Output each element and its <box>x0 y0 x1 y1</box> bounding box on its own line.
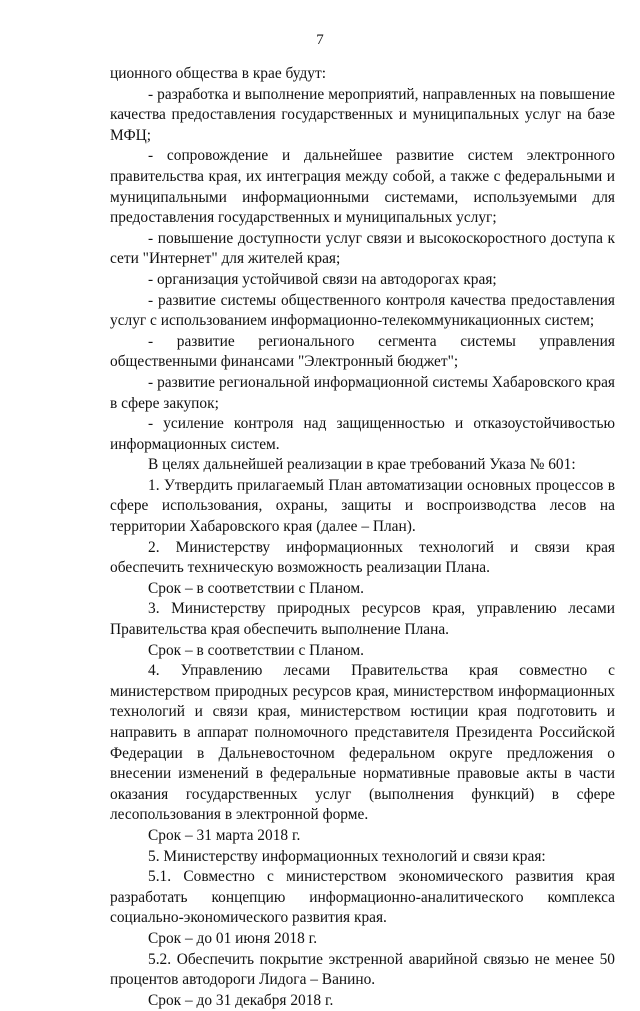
numbered-clause: 1. Утвердить прилагаемый План автоматизации основных процессов в сфере использования, охраны, защиты и воспроизводства лесов на территории Хабаровского края (далее – План). <box>110 476 615 536</box>
list-item: - разработка и выполнение мероприятий, направленных на повышение качества предоставления государственных и муниципальных услуг на базе МФЦ; <box>110 85 615 144</box>
paragraph: ционного общества в крае будут: <box>110 65 326 82</box>
list-item: - развитие системы общественного контроля качества предоставления услуг с использованием информационно-телекоммуникационных систем; <box>110 291 615 330</box>
paragraph: В целях дальнейшей реализации в крае требований Указа № 601: <box>148 456 576 474</box>
numbered-clause: 3. Министерству природных ресурсов края, управлению лесами Правительства края обеспечить выполнение Плана. <box>110 600 615 639</box>
deadline: Срок – в соответствии с Планом. <box>148 641 364 659</box>
list-item: - развитие регионального сегмента системы управления общественными финансами "Электронный бюджет"; <box>110 332 615 371</box>
list-item: - повышение доступности услуг связи и высокоскоростного доступа к сети "Интернет" для жителей края; <box>110 229 615 268</box>
list-item: - сопровождение и дальнейшее развитие систем электронного правительства края, их интеграция между собой, а также с федеральными и муниципальными информационными системами, используемыми для предоставления государственных и муниципальных услуг; <box>110 147 615 227</box>
numbered-clause: 5.1. Совместно с министерством экономического развития края разработать концепцию информационно-аналитического комплекса социально-экономического развития края. <box>110 868 615 927</box>
numbered-clause: 5. Министерству информационных технологий и связи края: <box>148 847 546 865</box>
list-item: - усиление контроля над защищенностью и отказоустойчивостью информационных систем. <box>110 415 615 453</box>
document-body <box>110 64 615 1011</box>
deadline: Срок – до 31 декабря 2018 г. <box>148 991 334 1009</box>
deadline: Срок – в соответствии с Планом. <box>148 579 364 597</box>
numbered-clause: 2. Министерству информационных технологий и связи края обеспечить техническую возможность реализации Плана. <box>110 538 615 577</box>
numbered-clause: 4. Управлению лесами Правительства края совместно с министерством природных ресурсов края, министерством информационных технологий и связи края, министерством юстиции края подготовить и направить в аппарат полномочного представителя Президента Российской Федерации в Дальневосточном федеральном округе предложения о внесении изменений в федеральные нормативные правовые акты в части оказания государственных услуг (выполнения функций) в сфере лесопользования в электронной форме. <box>110 662 615 824</box>
deadline: Срок – до 01 июня 2018 г. <box>148 929 318 947</box>
numbered-clause: 5.2. Обеспечить покрытие экстренной аварийной связью не менее 50 процентов автодороги Лидога – Ванино. <box>110 950 615 989</box>
list-item: - организация устойчивой связи на автодорогах края; <box>148 270 497 288</box>
page-number: 7 <box>316 32 324 48</box>
deadline: Срок – 31 марта 2018 г. <box>148 826 301 844</box>
list-item: - развитие региональной информационной системы Хабаровского края в сфере закупок; <box>110 373 615 412</box>
